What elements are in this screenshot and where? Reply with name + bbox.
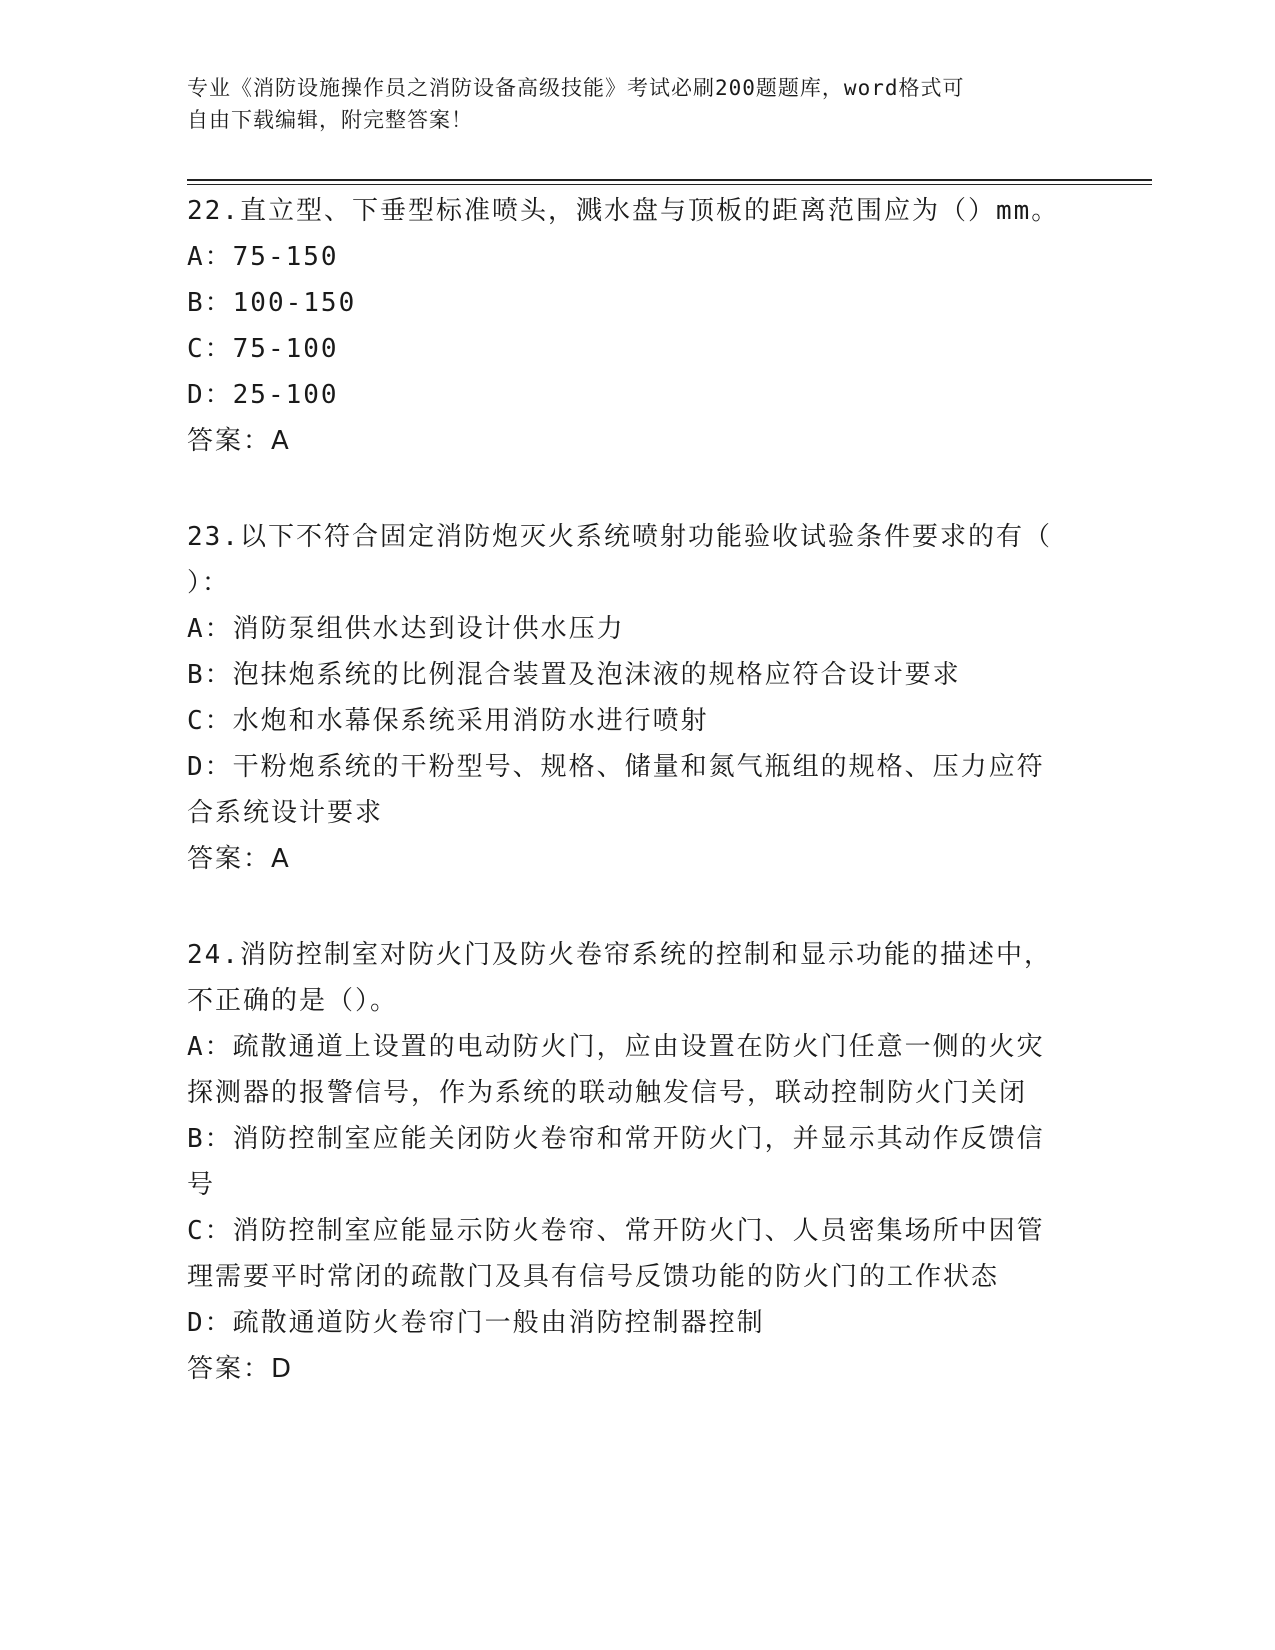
option-d-continued: 合系统设计要求 xyxy=(187,798,384,828)
document-page xyxy=(187,72,1087,136)
question-stem: ）： xyxy=(187,568,231,598)
option-a: A：疏散通道上设置的电动防火门，应由设置在防火门任意一侧的火灾 xyxy=(187,1032,1045,1062)
header-line: 专业《消防设施操作员之消防设备高级技能》考试必刷200题题库，word格式可 xyxy=(187,76,965,100)
question-list xyxy=(187,188,1077,1392)
option-d: D：疏散通道防火卷帘门一般由消防控制器控制 xyxy=(187,1308,765,1338)
question-stem: 24.消防控制室对防火门及防火卷帘系统的控制和显示功能的描述中， xyxy=(187,940,1052,970)
document-header xyxy=(187,72,1067,136)
question-block xyxy=(187,932,1077,1392)
option-c: C：水炮和水幕保系统采用消防水进行喷射 xyxy=(187,706,709,736)
answer-label: 答案：D xyxy=(187,1354,294,1384)
option-a-continued: 探测器的报警信号，作为系统的联动触发信号，联动控制防火门关闭 xyxy=(187,1078,1028,1108)
header-divider xyxy=(187,184,1152,185)
option-b: B：泡抹炮系统的比例混合装置及泡沫液的规格应符合设计要求 xyxy=(187,660,961,690)
option-c: C：消防控制室应能显示防火卷帘、常开防火门、人员密集场所中因管 xyxy=(187,1216,1045,1246)
option-c: C：75-100 xyxy=(187,334,339,364)
answer-label: 答案：A xyxy=(187,426,291,456)
question-stem: 23.以下不符合固定消防炮灭火系统喷射功能验收试验条件要求的有（ xyxy=(187,522,1052,552)
option-c-continued: 理需要平时常闭的疏散门及具有信号反馈功能的防火门的工作状态 xyxy=(187,1262,1000,1292)
answer-label: 答案：A xyxy=(187,844,291,874)
question-block xyxy=(187,514,1077,882)
question-block xyxy=(187,188,1077,464)
option-a: A：75-150 xyxy=(187,242,339,272)
question-stem: 不正确的是（）。 xyxy=(187,986,399,1016)
option-b: B：100-150 xyxy=(187,288,357,318)
question-stem: 22.直立型、下垂型标准喷头，溅水盘与顶板的距离范围应为（）mm。 xyxy=(187,196,1060,226)
header-line: 自由下载编辑，附完整答案！ xyxy=(187,108,473,132)
header-divider xyxy=(187,179,1152,181)
option-b-continued: 号 xyxy=(187,1170,216,1200)
option-d: D：干粉炮系统的干粉型号、规格、储量和氮气瓶组的规格、压力应符 xyxy=(187,752,1045,782)
option-b: B：消防控制室应能关闭防火卷帘和常开防火门，并显示其动作反馈信 xyxy=(187,1124,1045,1154)
option-a: A：消防泵组供水达到设计供水压力 xyxy=(187,614,625,644)
option-d: D：25-100 xyxy=(187,380,339,410)
